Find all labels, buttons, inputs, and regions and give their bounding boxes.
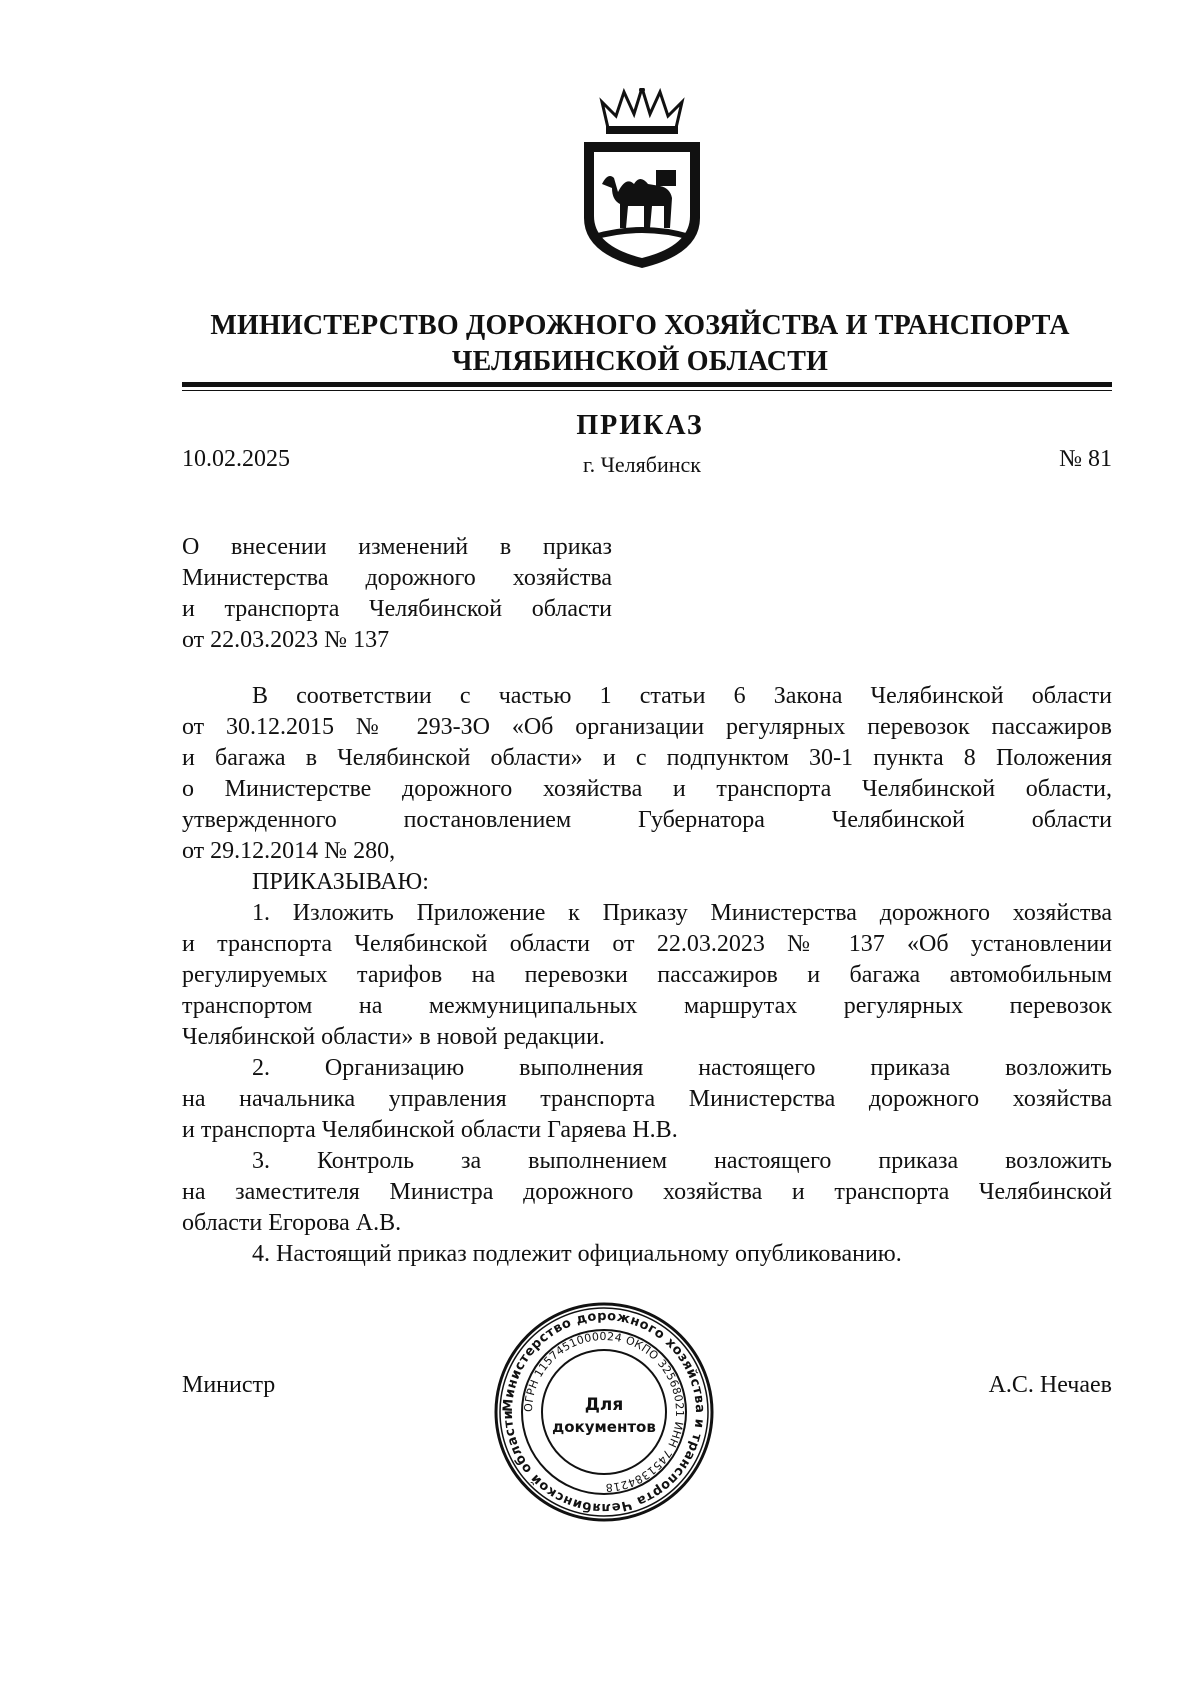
stamp-center-line-1: Для (584, 1395, 624, 1415)
item-2-line: и транспорта Челябинской области Гаряева Н.В. (182, 1117, 678, 1143)
item-1-line: 1. Изложить Приложение к Приказу Министерства дорожного хозяйства (252, 900, 1112, 926)
header-divider-thick (182, 382, 1112, 387)
item-3-line: области Егорова А.В. (182, 1210, 402, 1236)
item-2-line: 2. Организацию выполнения настоящего приказа возложить (252, 1055, 1112, 1081)
order-city: г. Челябинск (583, 452, 701, 477)
preamble-line: от 30.12.2015 № 293-ЗО «Об организации регулярных перевозок пассажиров (182, 714, 1112, 740)
stamp-inner-text: ОГРН 1157451000024 ОКПО 32568021 ИНН 7451384218 (521, 1329, 687, 1495)
official-stamp (492, 1300, 716, 1524)
order-body (182, 681, 1112, 1270)
preamble-line: и багажа в Челябинской области» и с подпунктом 30-1 пункта 8 Положения (182, 745, 1112, 771)
item-1-line: регулируемых тарифов на перевозки пассажиров и багажа автомобильным (182, 962, 1112, 988)
header-divider-thin (182, 390, 1112, 391)
item-3-line: на заместителя Министра дорожного хозяйства и транспорта Челябинской (182, 1179, 1112, 1205)
preamble-line: от 29.12.2014 № 280, (182, 838, 396, 864)
preamble-line: о Министерстве дорожного хозяйства и транспорта Челябинской области, (182, 776, 1112, 802)
item-2-line: на начальника управления транспорта Министерства дорожного хозяйства (182, 1086, 1112, 1112)
preamble-line: В соответствии с частью 1 статьи 6 Закона Челябинской области (252, 683, 1112, 709)
ministry-name (150, 308, 1130, 380)
item-1-line: транспортом на межмуниципальных маршрутах регулярных перевозок (182, 993, 1112, 1019)
order-number: № 81 (1059, 446, 1112, 472)
preamble-line: утвержденного постановлением Губернатора Челябинской области (182, 807, 1112, 833)
ministry-line-1: МИНИСТЕРСТВО ДОРОЖНОГО ХОЗЯЙСТВА И ТРАНСПОРТА (210, 310, 1070, 341)
subject-line: О внесении изменений в приказ (182, 534, 612, 560)
order-title: ПРИКАЗ (576, 410, 704, 441)
signatory-title: Министр (182, 1372, 276, 1398)
order-word: ПРИКАЗЫВАЮ: (252, 869, 429, 895)
subject-line: и транспорта Челябинской области (182, 596, 612, 622)
stamp-outer-text: Министерство дорожного хозяйства и транспорта Челябинской области (500, 1308, 708, 1516)
subject-line: от 22.03.2023 № 137 (182, 627, 390, 653)
stamp-center-line-2: документов (552, 1418, 656, 1436)
signatory-name: А.С. Нечаев (988, 1372, 1112, 1398)
item-1-line: и транспорта Челябинской области от 22.03.2023 № 137 «Об установлении (182, 931, 1112, 957)
item-4-line: 4. Настоящий приказ подлежит официальному опубликованию. (252, 1241, 902, 1267)
order-date: 10.02.2025 (182, 446, 290, 472)
item-3-line: 3. Контроль за выполнением настоящего приказа возложить (252, 1148, 1112, 1174)
ministry-line-2: ЧЕЛЯБИНСКОЙ ОБЛАСТИ (451, 346, 829, 377)
coat-of-arms-emblem (578, 88, 706, 270)
crown-icon (602, 88, 682, 134)
order-subject (182, 532, 612, 656)
subject-line: Министерства дорожного хозяйства (182, 565, 612, 591)
item-1-line: Челябинской области» в новой редакции. (182, 1024, 605, 1050)
